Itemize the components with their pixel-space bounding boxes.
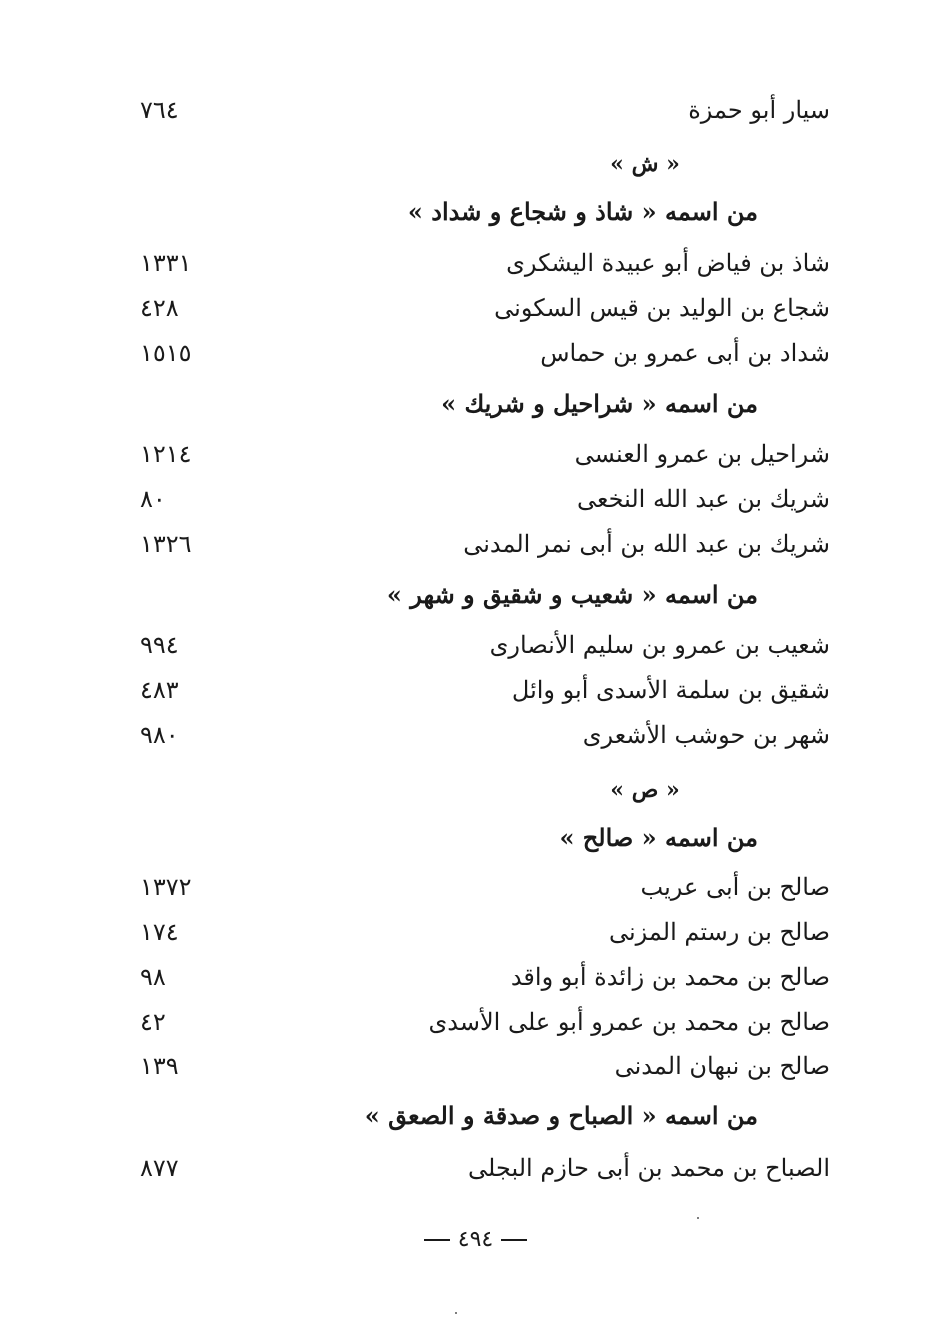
entry-name: شجاع بن الوليد بن قيس السكونى [494, 294, 830, 322]
index-entry [130, 912, 830, 952]
section-heading-4: من اسمه « صالح » [559, 823, 758, 852]
index-entry [130, 957, 830, 997]
entry-number: ٨٧٧ [140, 1154, 179, 1182]
entry-name: شداد بن أبى عمرو بن حماس [540, 339, 830, 367]
entry-number: ١٥١٥ [140, 339, 192, 367]
entry-name: الصباح بن محمد بن أبى حازم البجلى [468, 1154, 830, 1182]
footer-dash-right [424, 1239, 450, 1241]
entry-name: صالح بن أبى عريب [640, 873, 830, 901]
index-entry [130, 524, 830, 564]
entry-name: شريك بن عبد الله النخعى [577, 485, 830, 513]
entry-number: ١٣٣١ [140, 249, 192, 277]
section-heading-2: من اسمه « شراحيل و شريك » [441, 389, 758, 418]
section-heading-1: من اسمه « شاذ و شجاع و شداد » [407, 197, 758, 226]
print-speck [697, 1217, 699, 1219]
section-heading-3: من اسمه « شعيب و شقيق و شهر » [386, 580, 758, 609]
entry-number: ١٧٤ [140, 918, 179, 946]
entry-name: صالح بن محمد بن زائدة أبو واقد [510, 963, 830, 991]
entry-name: صالح بن نبهان المدنى [614, 1052, 830, 1080]
section-heading-5: من اسمه « الصباح و صدقة و الصعق » [364, 1101, 758, 1130]
entry-number: ٨٠ [140, 485, 166, 513]
entry-name: شهر بن حوشب الأشعرى [582, 721, 830, 749]
header-title: سيار أبو حمزة [688, 96, 830, 124]
entry-number: ١٣٢٦ [140, 530, 192, 558]
index-entry [130, 434, 830, 474]
entry-name: شراحيل بن عمرو العنسى [574, 440, 830, 468]
entry-name: شعيب بن عمرو بن سليم الأنصارى [489, 631, 830, 659]
index-entry [130, 333, 830, 373]
entry-name: صالح بن محمد بن عمرو أبو على الأسدى [428, 1008, 830, 1036]
index-entry [130, 715, 830, 755]
index-entry [130, 288, 830, 328]
entry-name: شقيق بن سلمة الأسدى أبو وائل [511, 676, 830, 704]
page-number: ٤٩٤ [457, 1227, 494, 1252]
index-entry [130, 867, 830, 907]
index-entry [130, 1002, 830, 1042]
letter-heading-sad: « ص » [610, 777, 680, 803]
letter-heading-shin: « ش » [610, 151, 680, 177]
footer-dash-left [501, 1239, 527, 1241]
entry-number: ٤٢ [140, 1008, 166, 1036]
entry-number: ٩٨٠ [140, 721, 179, 749]
entry-number: ٩٩٤ [140, 631, 179, 659]
entry-name: شاذ بن فياض أبو عبيدة اليشكرى [506, 249, 830, 277]
index-entry [130, 479, 830, 519]
page-footer [0, 1222, 951, 1258]
print-speck [455, 1312, 457, 1314]
header-row [130, 90, 830, 130]
entry-number: ٩٨ [140, 963, 166, 991]
entry-name: صالح بن رستم المزنى [608, 918, 830, 946]
index-entry [130, 1148, 830, 1188]
index-entry [130, 243, 830, 283]
entry-number: ٤٢٨ [140, 294, 179, 322]
index-entry [130, 1046, 830, 1086]
index-entry [130, 625, 830, 665]
entry-number: ١٣٩ [140, 1052, 179, 1080]
entry-number: ٤٨٣ [140, 676, 179, 704]
entry-name: شريك بن عبد الله بن أبى نمر المدنى [463, 530, 830, 558]
index-entry [130, 670, 830, 710]
entry-number: ١٢١٤ [140, 440, 192, 468]
header-entry-number: ٧٦٤ [140, 96, 179, 124]
entry-number: ١٣٧٢ [140, 873, 192, 901]
